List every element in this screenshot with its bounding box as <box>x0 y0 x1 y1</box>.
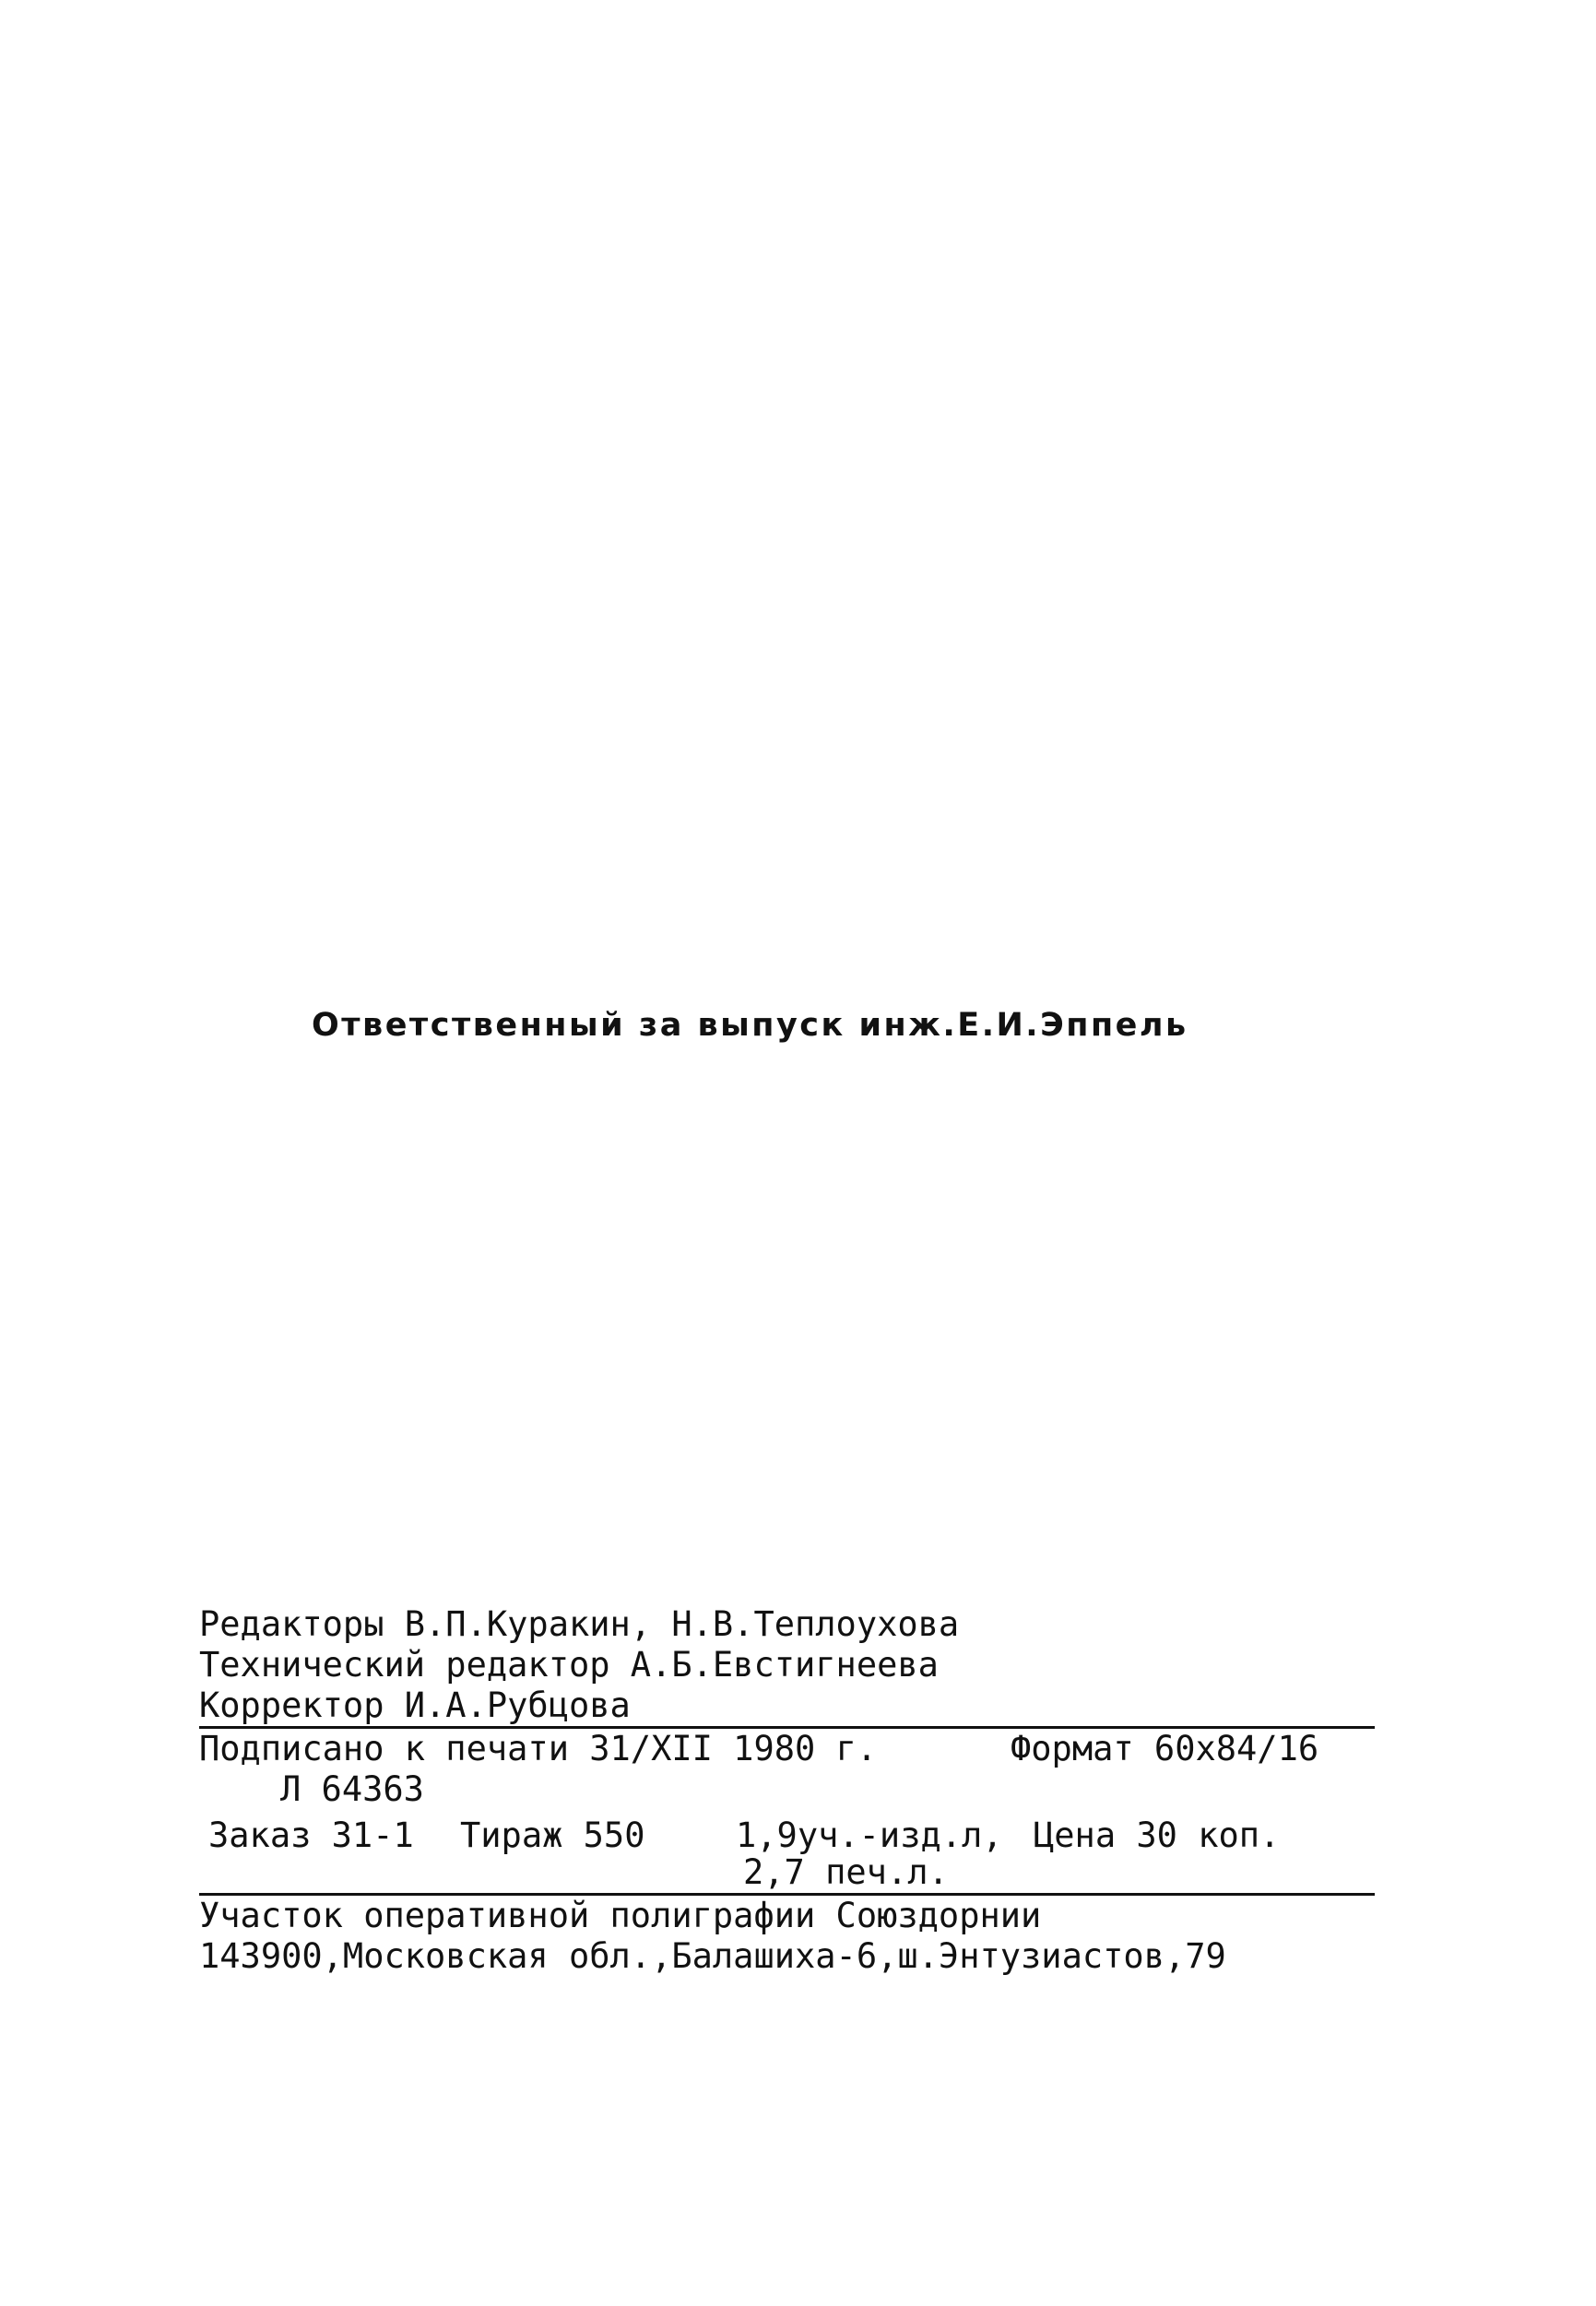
price-text: Цена 30 коп. <box>1034 1815 1281 1855</box>
format-text: Формат 60х84/16 <box>1011 1729 1319 1768</box>
edition-sheets-text: 1,9уч.-изд.л, <box>736 1815 1003 1855</box>
print-sheets-line <box>199 1852 1375 1893</box>
address-line: 143900,Московская обл.,Балашиха-6,ш.Энтузиастов,79 <box>199 1936 1226 1976</box>
printer-line: Участок оперативной полиграфии Союздорнии <box>199 1896 1042 1935</box>
corrector-line: Корректор И.А.Рубцова <box>199 1685 631 1725</box>
run-text: Тираж 550 <box>460 1815 645 1855</box>
signed-text: Подписано к печати 31/XII 1980 г. <box>199 1729 878 1768</box>
imprint-block <box>199 1604 1375 1977</box>
print-sheets-text: 2,7 печ.л. <box>743 1852 949 1892</box>
signed-format-line <box>199 1729 1375 1769</box>
editors-line: Редакторы В.П.Куракин, Н.В.Теплоухова <box>199 1604 960 1644</box>
order-text: Заказ 31-1 <box>208 1815 414 1855</box>
license-line: Л 64363 <box>280 1769 424 1809</box>
order-line <box>199 1815 1375 1856</box>
responsible-for-release: Ответственный за выпуск инж.Е.И.Эппель <box>312 1007 1188 1044</box>
tech-editor-line: Технический редактор А.Б.Евстигнеева <box>199 1645 939 1685</box>
